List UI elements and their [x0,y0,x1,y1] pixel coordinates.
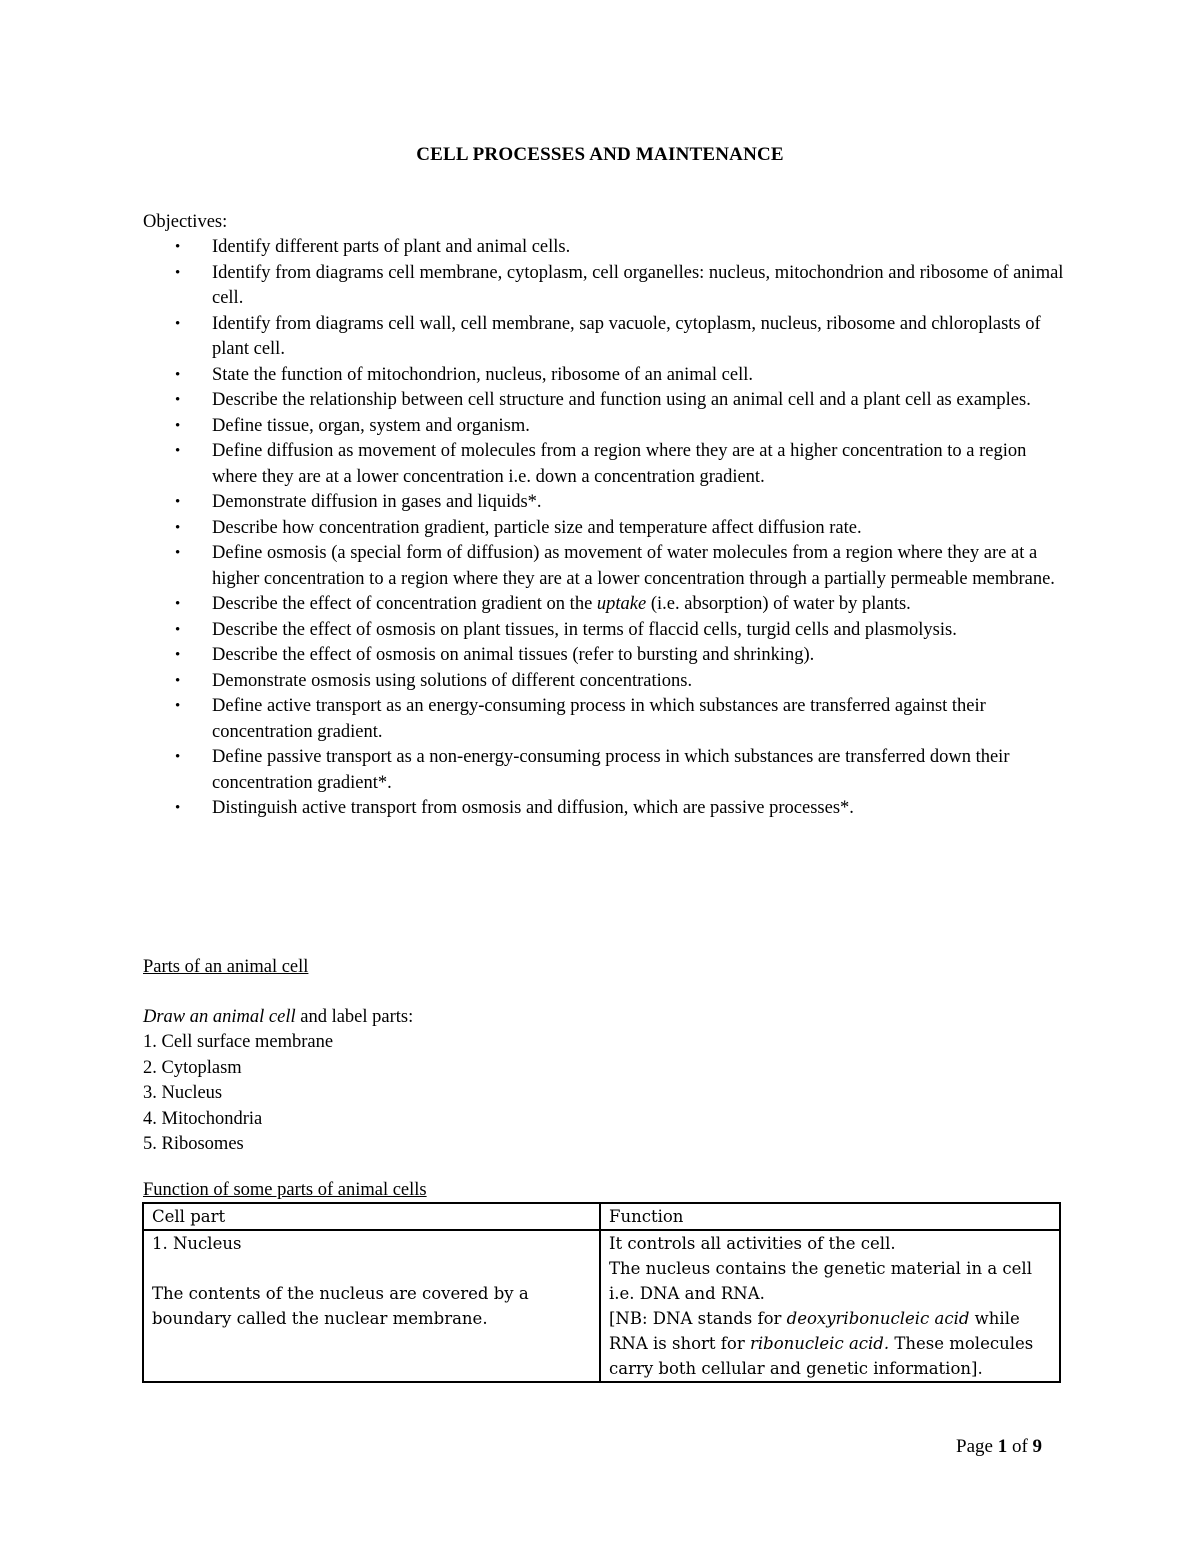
list-item: • Demonstrate diffusion in gases and liquids*. [143,490,1073,516]
cell-spacer [152,1256,591,1281]
table-cell-part [143,1230,600,1382]
animal-cell-parts-list [143,1030,333,1158]
bullet-icon: • [175,417,181,434]
bullet-icon: • [175,800,181,816]
table-header-row [143,1203,1060,1230]
list-item: 4. Mitochondria [143,1108,263,1129]
function-line-2: The nucleus contains the genetic material in a cell i.e. DNA and RNA. [609,1259,1032,1303]
list-item: 3. Nucleus [143,1083,223,1103]
bullet-icon: • [175,596,181,612]
list-item: • Define osmosis (a special form of diffusion) as movement of water molecules from a region where they are at a higher concentration to a region where they are at a lower concentration through a partially permeable membrane. [175,543,1055,589]
bullet-icon: • [175,545,181,561]
objectives-list [143,235,1073,822]
list-item: • Define passive transport as a non-energy-consuming process in which substances are transferred down their concentration gradient*. [175,747,1010,793]
bullet-icon: • [175,494,181,510]
list-item: • Identify from diagrams cell wall, cell membrane, sap vacuole, cytoplasm, nucleus, ribosome and chloroplasts of plant cell. [175,313,1041,359]
list-item: • Describe the effect of osmosis on plant tissues, in terms of flaccid cells, turgid cells and plasmolysis. [143,618,1073,644]
list-item: 2. Cytoplasm [143,1057,242,1078]
bullet-icon: • [175,698,181,714]
bullet-icon: • [175,443,181,459]
list-item: • State the function of mitochondrion, nucleus, ribosome of an animal cell. [143,363,1073,389]
list-item: • Describe how concentration gradient, particle size and temperature affect diffusion rate. [143,516,1073,542]
bullet-icon: • [175,647,181,663]
page-number: Page 1 of 9 [956,1436,1043,1457]
bullet-icon: • [175,392,181,408]
bullet-icon: • [175,239,181,255]
draw-instruction: Draw an animal cell and label parts: [143,1007,414,1027]
objectives-label: Objectives: [143,212,228,232]
function-line-1: It controls all activities of the cell. [609,1234,896,1253]
table-cell-function [600,1230,1060,1382]
bullet-icon: • [175,672,181,689]
table-row [143,1230,1060,1382]
list-item: 5. Ribosomes [143,1134,244,1154]
list-item: • Identify different parts of plant and animal cells. [143,235,1073,261]
list-item: 1. Cell surface membrane [143,1032,334,1052]
bullet-icon: • [175,621,181,638]
list-item: • Describe the effect of concentration gradient on the uptake (i.e. absorption) of water by plants. [143,592,1073,618]
bullet-icon: • [175,315,181,332]
bullet-icon: • [175,264,181,281]
table-header-cell-function: Function [600,1203,1060,1230]
cell-part-title: 1. Nucleus [152,1234,242,1253]
cell-part-description: The contents of the nucleus are covered by a boundary called the nuclear membrane. [152,1284,529,1328]
page-title: CELL PROCESSES AND MAINTENANCE [416,144,784,165]
list-item: • Demonstrate osmosis using solutions of different concentrations. [143,669,1073,695]
bullet-icon: • [175,749,181,765]
list-item: • Identify from diagrams cell membrane, cytoplasm, cell organelles: nucleus, mitochondrion and ribosome of animal cell. [175,262,1064,308]
bullet-icon: • [175,519,181,536]
function-note: [NB: DNA stands for deoxyribonucleic acid while RNA is short for ribonucleic acid. These molecules carry both cellular and genetic information]. [609,1309,1034,1378]
list-item: • Distinguish active transport from osmosis and diffusion, which are passive processes*. [143,796,1073,822]
function-table-heading: Function of some parts of animal cells [143,1180,427,1200]
function-table [142,1202,1061,1383]
table-header-cell-part: Cell part [143,1203,600,1230]
list-item: • Define diffusion as movement of molecules from a region where they are at a higher concentration to a region where they are at a lower concentration i.e. down a concentration gradient. [175,441,1027,487]
list-item: • Define active transport as an energy-consuming process in which substances are transferred against their concentration gradient. [175,696,986,742]
animal-cell-heading: Parts of an animal cell [143,957,309,977]
list-item: • Describe the relationship between cell structure and function using an animal cell and a plant cell as examples. [143,388,1073,414]
bullet-icon: • [175,366,181,383]
list-item: • Define tissue, organ, system and organism. [143,414,1073,440]
list-item: • Describe the effect of osmosis on animal tissues (refer to bursting and shrinking). [143,643,1073,669]
